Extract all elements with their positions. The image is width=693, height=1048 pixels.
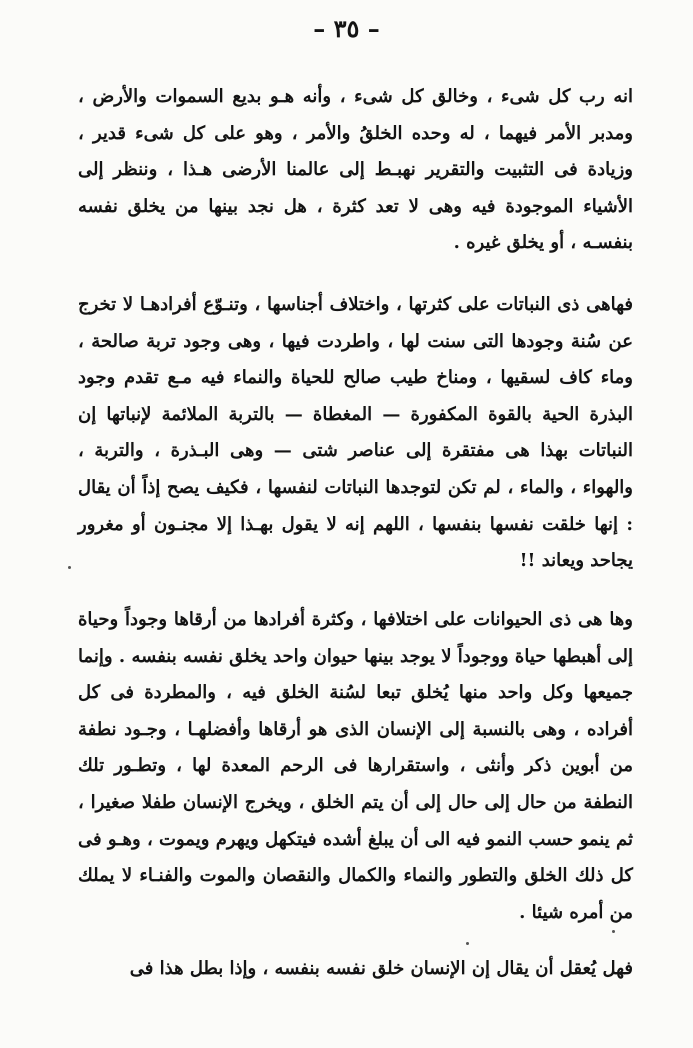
scan-speck — [466, 942, 469, 945]
scan-speck — [612, 930, 615, 933]
paragraph-3 — [78, 602, 633, 931]
paragraph-text: فهاهى ذى النباتات على كثرتها ، واختلاف أجناسها ، وتنـوّع أفرادهـا لا تخرج عن سُنة وجودها التى سنت لها ، واطردت فيها ، وهى وجود تربة صالحة ، وماء كاف لسقيها ، ومناخ طيب صالح للحياة والنماء فيه مـع تقدم وجود البذرة الحية بالقوة المكفورة — المغطاة — بالتربة الملائمة لإنباتها إن النباتات بهذا هى مفتقرة إلى عناصر شتى — وهى البـذرة ، والتربة ، والهواء ، والماء ، لم تكن لتوجدها النباتات لنفسها ، فكيف يصح إذاً أن يقال : إنها خلقت نفسها بنفسها ، اللهم إنه لا يقول بهـذا إلا مجنـون أو مغرور يجاحد ويعاند !! — [78, 294, 633, 572]
paragraph-2 — [78, 287, 633, 580]
paragraph-1 — [78, 79, 633, 262]
paragraph-text: انه رب كل شىء ، وخالق كل شىء ، وأنه هـو بديع السموات والأرض ، ومدبر الأمر فيهما ، له وحده الخلقُ والأمر ، وهو على كل شىء قدير ، وزيادة فى التثبيت والتقرير نهبـط إلى عالمنا الأرضى هـذا ، وننظر إلى الأشياء الموجودة فيه وهى لا تعد كثرة ، هل نجد بينها من يخلق نفسه بنفسـه ، أو يخلق غيره . — [78, 86, 633, 254]
page-number: – ٣٥ – — [313, 14, 380, 43]
scan-speck — [68, 566, 71, 569]
paragraph-text: وها هى ذى الحيوانات على اختلافها ، وكثرة أفرادها من أرقاها وجوداً وحياة إلى أهبطها حياة ووجوداً لا يوجد بينها حيوان واحد يخلق نفسه بنفسه . وإنما جميعها وكل واحد منها يُخلق تبعا لسُنة الخلق فيه ، والمطردة فى كل أفراده ، وهى بالنسبة إلى الإنسان الذى هو أرقاها وأفضلهـا ، وجـود نطفة من أبوين ذكر وأنثى ، واستقرارها فى الرحم المعدة لها ، وتطـور تلك النطفة من حال إلى حال إلى أن يتم الخلق ، ويخرج الإنسان طفلا صغيرا ، ثم ينمو حسب النمو فيه الى أن يبلغ أشده فيتكهل ويهرم ويموت ، وهـو فى كل ذلك الخلق والتطور والنماء والكمال والنقصان والموت والفنـاء لا يملك من أمره شيئا . — [78, 609, 634, 923]
paragraph-text: فهل يُعقل أن يقال إن الإنسان خلق نفسه بنفسه ، وإذا بطل هذا فى — [129, 958, 633, 979]
paragraph-4 — [78, 951, 633, 988]
